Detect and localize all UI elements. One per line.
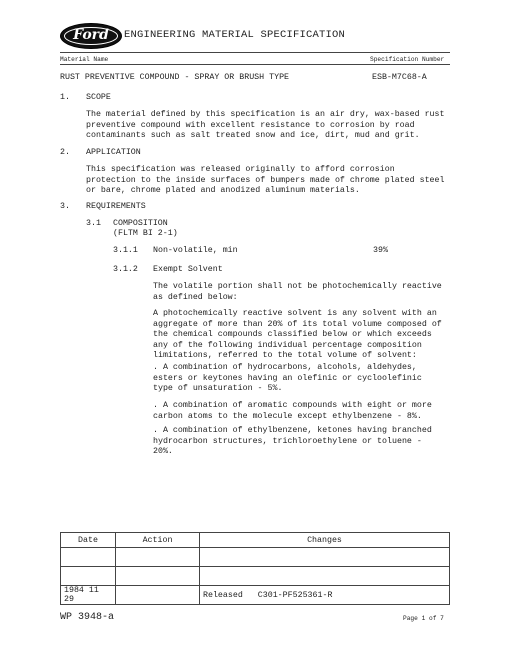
table-cell	[116, 567, 200, 586]
column-header-date: Date	[61, 533, 116, 548]
section-heading-requirements: REQUIREMENTS	[86, 202, 146, 211]
table-cell	[116, 548, 200, 567]
material-name-label: Material Name	[60, 56, 109, 63]
table-header-row	[61, 533, 450, 548]
table-cell-action	[116, 586, 200, 605]
table-row	[61, 548, 450, 567]
clause-number-exempt-solvent: 3.1.2	[113, 265, 138, 274]
exempt-solvent-paragraph-1: The volatile portion shall not be photochemically reactive as defined below:	[153, 282, 442, 302]
nonvolatile-value: 39%	[373, 246, 388, 255]
page-number: Page 1 of 7	[403, 615, 444, 622]
section-number-requirements: 3.	[60, 202, 70, 211]
column-header-changes: Changes	[200, 533, 450, 548]
section-number-scope: 1.	[60, 93, 70, 102]
scope-body: The material defined by this specification is an air dry, wax-based rust preventive compound with excellent resistance to corrosion by road contaminants such as salt treated snow and ice, dirt, mud and grit.	[86, 110, 445, 141]
exempt-solvent-paragraph-2: A photochemically reactive solvent is any solvent with an aggregate of more than 20% of its total volume composed of the chemical compounds classified below or which exceeds any of the following individual percentage composition limitations, referred to the total volume of solvent:	[153, 309, 442, 361]
section-heading-application: APPLICATION	[86, 148, 141, 157]
spec-number-label: Specification Number	[370, 56, 445, 63]
table-cell-date: 1984 11 29	[61, 586, 116, 605]
clause-number-nonvolatile: 3.1.1	[113, 246, 138, 255]
subsection-number-composition: 3.1	[86, 219, 101, 228]
form-number: WP 3948-a	[60, 612, 115, 623]
section-heading-scope: SCOPE	[86, 93, 111, 102]
table-cell	[61, 567, 116, 586]
table-cell	[61, 548, 116, 567]
nonvolatile-label: Non-volatile, min	[153, 246, 238, 255]
header-rule	[60, 52, 450, 53]
table-row	[61, 586, 450, 605]
section-number-application: 2.	[60, 148, 70, 157]
exempt-solvent-heading: Exempt Solvent	[153, 265, 223, 274]
application-body: This specification was released originally to afford corrosion protection to the inside surfaces of bumpers made of chrome plated steel or bare, chrome plated and anodized aluminum materials.	[86, 165, 445, 196]
changes-table	[60, 532, 450, 605]
table-cell	[200, 567, 450, 586]
composition-test-method: (FLTM BI 2-1)	[113, 229, 178, 238]
list-item: . A combination of ethylbenzene, ketones having branched hydrocarbon structures, trichloroethylene or toluene - 20%.	[153, 426, 432, 457]
column-header-action: Action	[116, 533, 200, 548]
list-item: . A combination of hydrocarbons, alcohols, aldehydes, esters or keytones having an olefinic or cycloolefinic type of unsaturation - 5%.	[153, 363, 422, 394]
ford-logo	[60, 23, 122, 49]
table-cell-changes: Released C301-PF525361-R	[200, 586, 450, 605]
document-title: ENGINEERING MATERIAL SPECIFICATION	[124, 29, 346, 41]
material-name: RUST PREVENTIVE COMPOUND - SPRAY OR BRUSH TYPE	[60, 73, 290, 82]
list-item: . A combination of aromatic compounds with eight or more carbon atoms to the molecule except ethylbenzene - 8%.	[153, 401, 432, 421]
label-rule	[60, 64, 450, 65]
spec-number: ESB-M7C68-A	[372, 73, 427, 82]
table-row	[61, 567, 450, 586]
logo-text: Ford	[73, 27, 109, 43]
table-cell	[200, 548, 450, 567]
subsection-heading-composition: COMPOSITION	[113, 219, 168, 228]
